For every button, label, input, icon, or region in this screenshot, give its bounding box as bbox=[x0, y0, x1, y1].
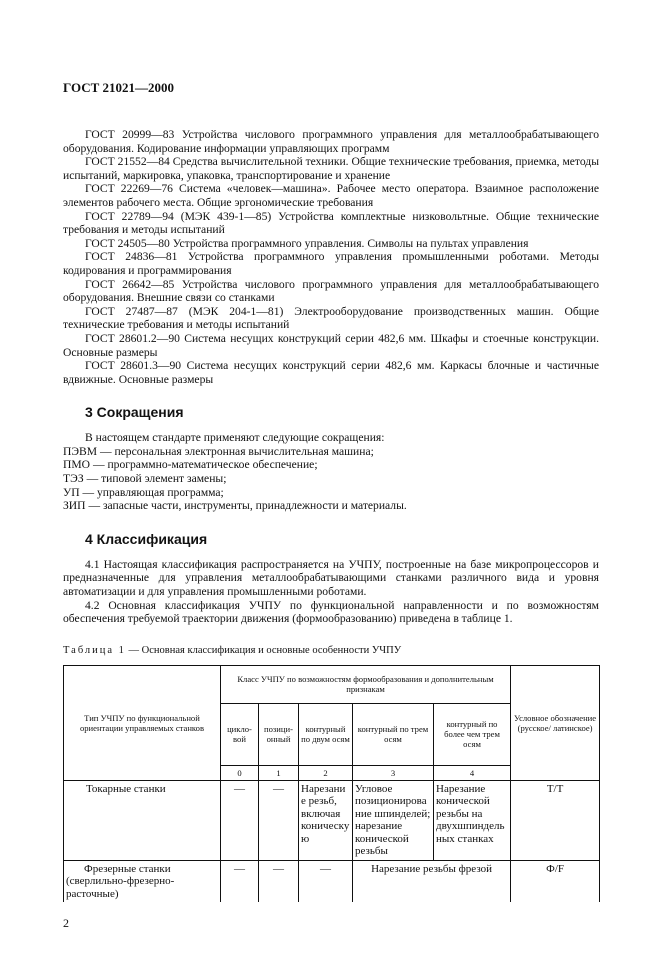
subheader: контурный по трем осям bbox=[353, 703, 434, 765]
section-4-title: 4 Классификация bbox=[85, 530, 208, 547]
header-class: Класс УЧПУ по возможностям формообразования и дополнительным признакам bbox=[221, 665, 511, 703]
col-number: 3 bbox=[353, 765, 434, 780]
col-number: 4 bbox=[434, 765, 511, 780]
reference-item: ГОСТ 24836—81 Устройства программного управления промышленными роботами. Методы кодирования и программирования bbox=[63, 250, 599, 277]
reference-item: ГОСТ 22269—76 Система «человек—машина». Рабочее место оператора. Взаимное расположение элементов рабочего места. Общие эргономические требования bbox=[63, 182, 599, 209]
col-number: 2 bbox=[299, 765, 353, 780]
header-type: Тип УЧПУ по функциональной ориентации управляемых станков bbox=[64, 665, 221, 780]
table-caption-text: — Основная классификация и основные особенности УЧПУ bbox=[125, 644, 402, 656]
cell: — bbox=[221, 860, 259, 902]
abbrev-item: ЗИП — запасные части, инструменты, принадлежности и материалы. bbox=[63, 499, 407, 513]
subheader: позици-онный bbox=[259, 703, 299, 765]
table-caption bbox=[63, 644, 599, 657]
row-symbol: Ф/F bbox=[511, 860, 600, 902]
standard-header: ГОСТ 21021—2000 bbox=[63, 80, 175, 95]
subheader: цикло-вой bbox=[221, 703, 259, 765]
page-number: 2 bbox=[63, 916, 69, 931]
cell: — bbox=[299, 860, 353, 902]
col-number: 1 bbox=[259, 765, 299, 780]
row-type: Фрезерные станки (сверлильно-фрезерно-расточные) bbox=[64, 860, 221, 902]
cell: Угловое позиционирование шпинделей; нарезание конической резьбы bbox=[353, 780, 434, 860]
table-caption-label: Таблица 1 bbox=[63, 644, 126, 656]
abbrev-item: ТЭЗ — типовой элемент замены; bbox=[63, 472, 227, 486]
col-number: 0 bbox=[221, 765, 259, 780]
row-symbol: Т/T bbox=[511, 780, 600, 860]
abbrev-intro: В настоящем стандарте применяют следующие сокращения: bbox=[85, 431, 385, 445]
cell: — bbox=[221, 780, 259, 860]
abbrev-item: ПЭВМ — персональная электронная вычислительная машина; bbox=[63, 444, 374, 458]
classification-text bbox=[63, 558, 599, 626]
reference-item: ГОСТ 24505—80 Устройства программного управления. Символы на пультах управления bbox=[85, 236, 529, 250]
header-symbol: Условное обозначение (русское/ латинское) bbox=[511, 665, 600, 780]
row-type: Токарные станки bbox=[64, 780, 221, 860]
table-row bbox=[64, 860, 600, 902]
reference-item: ГОСТ 26642—85 Устройства числового программного управления для металлообрабатывающего оборудования. Внешние связи со станками bbox=[63, 277, 599, 305]
reference-item: ГОСТ 22789—94 (МЭК 439-1—85) Устройства комплектные низковольтные. Общие технические требования и методы испытаний bbox=[63, 209, 599, 237]
abbreviations bbox=[63, 431, 599, 513]
reference-item: ГОСТ 28601.2—90 Система несущих конструкций серии 482,6 мм. Шкафы и стоечные конструкции. Основные размеры bbox=[63, 331, 599, 359]
reference-item: ГОСТ 27487—87 (МЭК 204-1—81) Электрооборудование производственных машин. Общие технические требования и методы испытаний bbox=[63, 304, 599, 332]
abbrev-item: УП — управляющая программа; bbox=[63, 485, 224, 499]
cell: — bbox=[259, 860, 299, 902]
cell: Нарезание резьб, включая коническую bbox=[299, 780, 353, 860]
section-3-title: 3 Сокращения bbox=[85, 404, 184, 421]
table-row bbox=[64, 780, 600, 860]
classification-table bbox=[63, 665, 600, 903]
reference-item: ГОСТ 21552—84 Средства вычислительной техники. Общие технические требования, приемка, методы испытаний, маркировка, упаковка, транспортирование и хранение bbox=[63, 155, 599, 182]
paragraph-4-2: 4.2 Основная классификация УЧПУ по функциональной направленности и по возможностям обеспечения требуемой траектории движения (формообразованию) приведена в таблице 1. bbox=[63, 598, 599, 626]
paragraph-4-1: 4.1 Настоящая классификация распространяется на УЧПУ, построенные на базе микропроцессоров и предназначенные для управления металлообрабатывающими станками различного вида и уровня автоматизации и для управления промышленными роботами. bbox=[63, 557, 599, 599]
reference-item: ГОСТ 28601.3—90 Система несущих конструкций серии 482,6 мм. Каркасы блочные и частичные вдвижные. Основные размеры bbox=[63, 359, 599, 386]
reference-item: ГОСТ 20999—83 Устройства числового программного управления для металлообрабатывающего оборудования. Кодирование информации управляющих программ bbox=[63, 128, 599, 155]
cell: — bbox=[259, 780, 299, 860]
abbrev-item: ПМО — программно-математическое обеспечение; bbox=[63, 458, 318, 472]
subheader: контурный по двум осям bbox=[299, 703, 353, 765]
references-list bbox=[63, 128, 599, 386]
cell: Нарезание резьбы фрезой bbox=[353, 860, 511, 902]
cell: Нарезание конической резьбы на двухшпиндельных станках bbox=[434, 780, 511, 860]
subheader: контурный по более чем трем осям bbox=[434, 703, 511, 765]
